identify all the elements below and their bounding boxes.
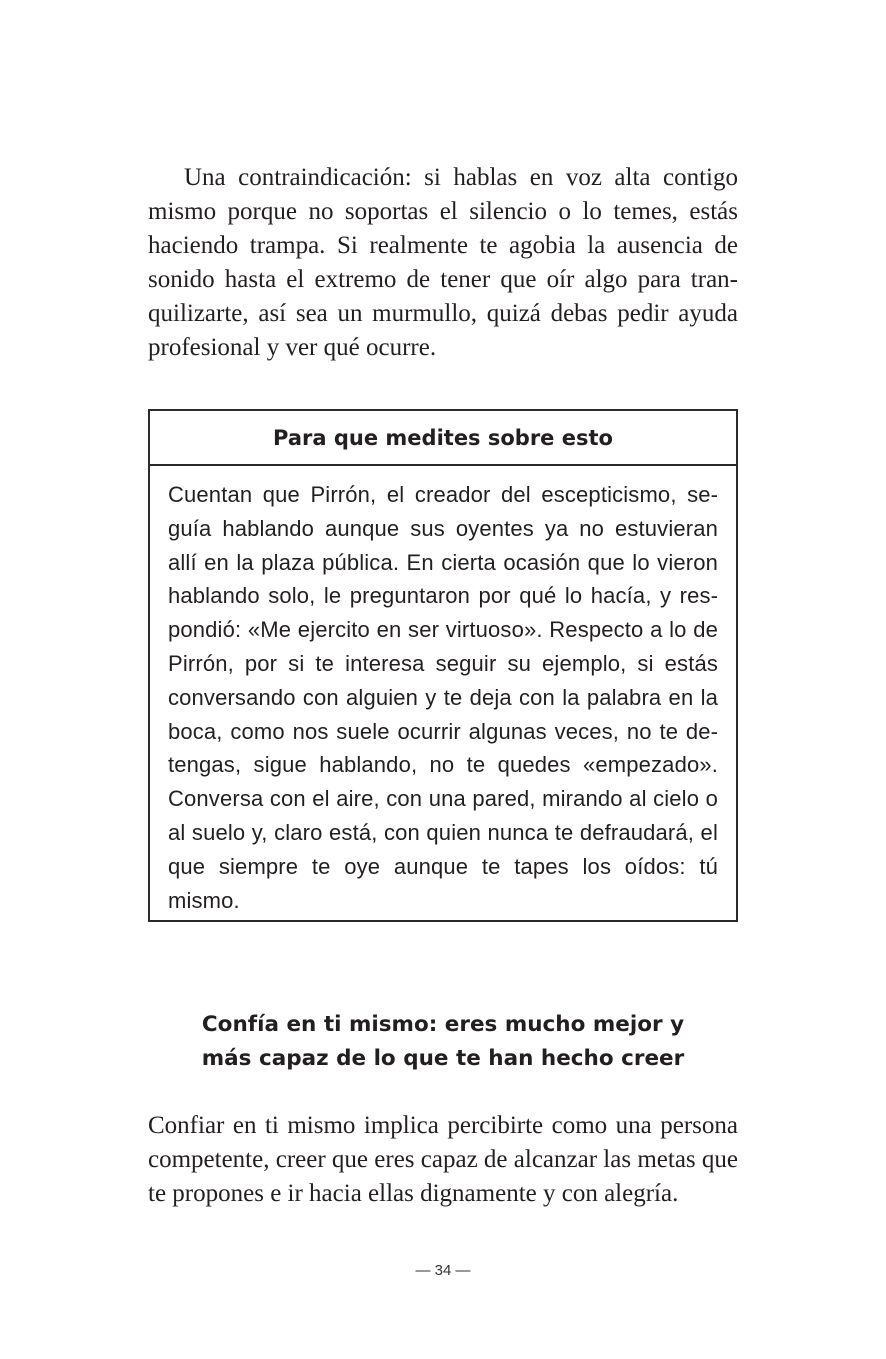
page-number: — 34 — — [415, 1262, 471, 1279]
reflection-box-text: Cuentan que Pirrón, el creador del escepticismo, seguía hablando aunque sus oyentes ya no estuvieran allí en la plaza pública. En cierta ocasión que lo vieron hablando solo, le preguntaron por qué lo hacía, y respondió: «Me ejercito en ser virtuoso». Respecto a lo de Pirrón, por si te interesa seguir su ejemplo, si estás conversando con alguien y te deja con la palabra en la boca, como nos suele ocurrir algunas veces, no te detengas, sigue hablando, no te quedes «empezado». Conversa con el aire, con una pared, mirando al cielo o al suelo y, claro está, con quien nunca te defraudará, el que siempre te oye aunque te tapes los oídos: tú mismo. — [168, 482, 718, 913]
reflection-box-title: Para que medites sobre esto — [150, 411, 736, 466]
intro-text-block — [148, 161, 738, 365]
reflection-box — [148, 409, 738, 922]
section-heading-line-2: más capaz de lo que te han hecho creer — [201, 1046, 685, 1071]
section-heading-line-1: Confía en ti mismo: eres mucho mejor y — [201, 1012, 685, 1037]
section-heading — [148, 1008, 738, 1076]
outro-text-block — [148, 1109, 738, 1211]
reflection-box-body — [150, 466, 736, 917]
outro-paragraph: Confiar en ti mismo implica percibirte como una persona competente, creer que eres capaz de alcanzar las metas que te propones e ir hacia ellas dignamente y con alegría. — [148, 1112, 738, 1207]
intro-paragraph: Una contraindicación: si hablas en voz alta contigo mismo porque no soportas el silencio o lo temes, estás haciendo trampa. Si realmente te agobia la ausencia de sonido hasta el extremo de tener que oír algo para tranquilizarte, así sea un murmullo, quizá debas pedir ayuda profesional y ver qué ocurre. — [148, 164, 738, 361]
